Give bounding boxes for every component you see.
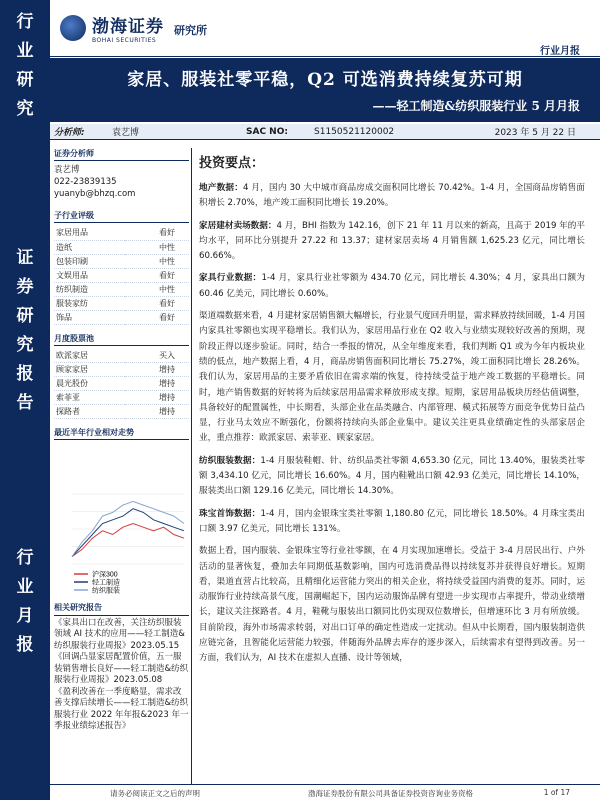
row-name: 索菲亚 xyxy=(54,391,125,405)
paragraph-label: 珠宝首饰数据： xyxy=(199,508,261,519)
header-divider xyxy=(50,56,600,57)
related-report-item[interactable]: 《回调凸显家居配置价值，五一服装销售增长良好——轻工制造&纺织服装行业周报》2023.05.08 xyxy=(54,652,189,685)
related-report-item[interactable]: 《家具出口在改善，关注纺织服装领域 AI 技术的应用——轻工制造&纺织服装行业周报》2023.05.15 xyxy=(54,617,185,651)
row-rating: 增持 xyxy=(125,377,189,391)
sidebar-char: 行 xyxy=(16,12,34,32)
investment-paragraph xyxy=(199,544,585,666)
stock-picks-table xyxy=(54,349,189,420)
report-type: 行业月报 xyxy=(540,46,580,57)
paragraph-label: 纺织服装数据： xyxy=(199,455,261,466)
sidebar-char: 报 xyxy=(16,635,34,655)
footer-company: 渤海证券股份有限公司具备证券投资咨询业务资格 xyxy=(308,789,473,798)
row-name: 欧派家居 xyxy=(54,349,125,363)
report-date: 2023 年 5 月 22 日 xyxy=(494,128,576,138)
row-name: 纺织制造 xyxy=(54,282,125,296)
sidebar-char: 券 xyxy=(16,277,34,297)
sub-rating-row xyxy=(54,226,189,240)
paragraph-text: 1-4 月服装鞋帽、针、纺织品类社零额 4,653.30 亿元，同比 13.40%，服装类社零额 3,434.10 亿元，同比增长 16.60%。4 月，国内鞋靴出口额 42.93 亿美元，同比增长 14.10%，服装类出口额 129.16 亿美元，同比增长 14.30%。 xyxy=(199,455,585,497)
sidebar-char: 月 xyxy=(16,606,34,626)
sub-rating-row xyxy=(54,254,189,268)
page-subtitle: ——轻工制造&纺织服装行业 5 月月报 xyxy=(372,99,580,113)
sub-ratings-table xyxy=(54,226,189,325)
sidebar-char: 研 xyxy=(16,70,34,90)
row-name: 饰品 xyxy=(54,310,125,324)
sac-number: S1150521120002 xyxy=(314,126,395,137)
logo-cn: 渤海证券 xyxy=(92,17,164,37)
paragraph-text: 4 月，国内 30 大中城市商品房成交面积同比增长 70.42%。1-4 月，全国商品房销售面积增长 2.70%，地产竣工面积同比增长 19.20%。 xyxy=(199,183,585,209)
analyst-email[interactable]: yuanyb@bhzq.com xyxy=(54,189,136,199)
footer xyxy=(50,784,600,800)
related-heading: 相关研究报告 xyxy=(54,602,189,616)
sidebar-char: 究 xyxy=(16,99,34,119)
row-name: 顾家家居 xyxy=(54,363,125,377)
sidebar-label-industry-research xyxy=(0,8,50,124)
sub-rating-row xyxy=(54,310,189,324)
sidebar-char: 究 xyxy=(16,335,34,355)
row-name: 造纸 xyxy=(54,240,125,254)
row-name: 晨光股份 xyxy=(54,377,125,391)
legend-label: 纺织服装 xyxy=(92,587,120,595)
paragraph-label: 家具行业数据： xyxy=(199,273,262,284)
stock-picks-heading: 月度股票池 xyxy=(54,333,189,346)
paragraph-text: 1-4 月，家具行业社零额为 434.70 亿元，同比增长 4.30%；4 月，家具出口额为 60.46 亿美元，同比增长 0.60%。 xyxy=(199,273,585,299)
sub-ratings-heading: 子行业评级 xyxy=(54,210,189,223)
investment-paragraph xyxy=(199,181,585,212)
left-column xyxy=(54,148,189,443)
row-name: 文娱用品 xyxy=(54,268,125,282)
paragraph-text: 渠道端数据来看，4 月建材家居销售额大幅增长，行业景气度回升明显，需求释放持续回暖，1-4 月国内家具社零额也实现平稳增长。我们认为，家居用品行业在 Q2 收入与业绩实现较好改善的预期，现阶段正得以逐步验证。同时，结合一季报的情况，从全年维度来看，我们判断 Q1 或为今年内板块业绩的低点，地产数据上看，4 月，商品房销售面积同比增长 75.27%，竣工面积同比增长 28.26%。我们认为，家居用品的主要矛盾依旧在需求端的恢复，待持续受益于地产竣工数据的平稳增长。同时，地产销售数据的好转将为后续家居用品需求释放形成支撑。短期，家居用品板块历经估值调整，具备较好的配置属性，中长期看，头部企业在品类融合、内部管理、模式拓展等方面竞争优势日益凸显，行业马太效应不断强化，份额将持续向头部企业集中。建议关注更具业绩确定性的头部家居企业，重点推荐：欧派家居、索菲亚、顾家家居。 xyxy=(199,311,585,444)
info-bar xyxy=(50,124,600,140)
paragraph-text: 1-4 月，国内金银珠宝类社零额 1,180.80 亿元，同比增长 18.50%。4 月珠宝类出口额 3.97 亿美元，同比增长 131%。 xyxy=(199,508,585,534)
row-rating: 增持 xyxy=(125,405,189,419)
sidebar-char: 报 xyxy=(16,364,34,384)
page-number: 1 of 17 xyxy=(543,788,570,797)
sidebar-char: 证 xyxy=(16,248,34,268)
sub-rating-row xyxy=(54,240,189,254)
related-report-item[interactable]: 《盈利改善在一季度略显，需求改善支撑后续增长——轻工制造&纺织服装行业 2022 年年报&2023 年一季报业绩综述报告》 xyxy=(54,686,189,731)
paragraph-label: 地产数据： xyxy=(199,183,244,193)
title-bar xyxy=(50,58,600,122)
series-line xyxy=(72,509,184,557)
relative-trend-chart xyxy=(54,488,189,596)
row-name: 探路者 xyxy=(54,405,125,419)
analyst-contact xyxy=(54,164,189,200)
row-rating: 看好 xyxy=(125,268,189,282)
row-rating: 看好 xyxy=(125,310,189,324)
row-rating: 看好 xyxy=(125,226,189,240)
legend-label: 沪深300 xyxy=(92,571,118,579)
analyst-name: 袁艺博 xyxy=(112,128,140,138)
paragraph-text: 数据上看，国内服装、金银珠宝等行业社零额，在 4 月实现加速增长。受益于 3-4 月居民出行、户外活动的显著恢复，叠加去年同期低基数影响，国内可选消费品得以持续复苏并获得良好增长。短期看，渠道直营占比较高，且精细化运营能力突出的相关企业，将持续受益国内消费的复苏。同时，运动服饰行业持续高景气度，国潮崛起下，国内运动服饰品牌有望进一步实现市占率提升，带动业绩增长，建议关注探路者。4 月，鞋靴与服装出口额同比仍实现双位数增长，但增速环比 3 月有所放缓。目前阶段，海外市场需求转弱，对出口订单的确定性造成一定扰动。但从中长期看，国内服装制造供应链完备，且智能化运营能力较强，伴随海外品牌去库存的逐步深入，后续需求有望得到改善。另一方面，我们认为，AI 技术在虚拟人直播、设计等领域， xyxy=(199,546,585,664)
stock-pick-row xyxy=(54,377,189,391)
sac-label: SAC NO: xyxy=(246,126,288,137)
related-reports xyxy=(54,602,189,733)
sidebar-char: 告 xyxy=(16,393,34,413)
analyst-phone: 022-23839135 xyxy=(54,177,117,187)
paragraph-label: 家居建材卖场数据： xyxy=(199,220,277,231)
stock-pick-row xyxy=(54,349,189,363)
sub-rating-row xyxy=(54,282,189,296)
column-divider xyxy=(191,148,192,784)
institute-label: 研究所 xyxy=(174,24,207,37)
row-rating: 买入 xyxy=(125,349,189,363)
investment-paragraph xyxy=(199,219,585,265)
paragraph-text: 4 月，BHI 指数为 142.16，创下 21 年 11 月以来的新高，且高于 2019 年的平均水平，同环比分别提升 27.22 和 13.37；建材家居卖场 4 月销售额 1,625.23 亿元，同比增长 60.66%。 xyxy=(199,220,585,262)
sidebar-char: 行 xyxy=(16,548,34,568)
row-name: 包装印刷 xyxy=(54,254,125,268)
chart-heading: 最近半年行业相对走势 xyxy=(54,427,189,440)
investment-paragraph xyxy=(199,454,585,500)
stock-pick-row xyxy=(54,391,189,405)
row-rating: 增持 xyxy=(125,363,189,377)
legend-label: 轻工制造 xyxy=(92,579,120,587)
row-rating: 看好 xyxy=(125,296,189,310)
sidebar-label-monthly xyxy=(0,544,50,660)
analyst-heading: 证券分析师 xyxy=(54,148,189,161)
row-name: 家居用品 xyxy=(54,226,125,240)
sub-rating-row xyxy=(54,296,189,310)
sidebar-char: 业 xyxy=(16,577,34,597)
page-title: 家居、服装社零平稳，Q2 可选消费持续复苏可期 xyxy=(127,70,523,90)
investment-paragraph xyxy=(199,507,585,538)
logo-en: BOHAI SECURITIES xyxy=(92,37,157,44)
investment-paragraph xyxy=(199,309,585,447)
row-rating: 中性 xyxy=(125,254,189,268)
stock-pick-row xyxy=(54,363,189,377)
sidebar xyxy=(0,0,50,800)
logo-mark-icon xyxy=(60,15,86,41)
sidebar-char: 业 xyxy=(16,41,34,61)
investment-heading: 投资要点： xyxy=(199,156,265,171)
series-line xyxy=(72,524,184,557)
company-logo xyxy=(60,12,207,44)
row-rating: 中性 xyxy=(125,282,189,296)
investment-paragraph xyxy=(199,271,585,302)
row-rating: 中性 xyxy=(125,240,189,254)
investment-summary xyxy=(199,152,585,674)
stock-pick-row xyxy=(54,405,189,419)
footer-disclaimer: 请务必阅读正文之后的声明 xyxy=(110,789,200,798)
row-rating: 增持 xyxy=(125,391,189,405)
row-name: 服装家纺 xyxy=(54,296,125,310)
sidebar-char: 研 xyxy=(16,306,34,326)
sidebar-label-securities-report xyxy=(0,244,50,418)
sub-rating-row xyxy=(54,268,189,282)
analyst-label: 分析师: xyxy=(54,128,85,138)
analyst-name: 袁艺博 xyxy=(54,165,80,175)
